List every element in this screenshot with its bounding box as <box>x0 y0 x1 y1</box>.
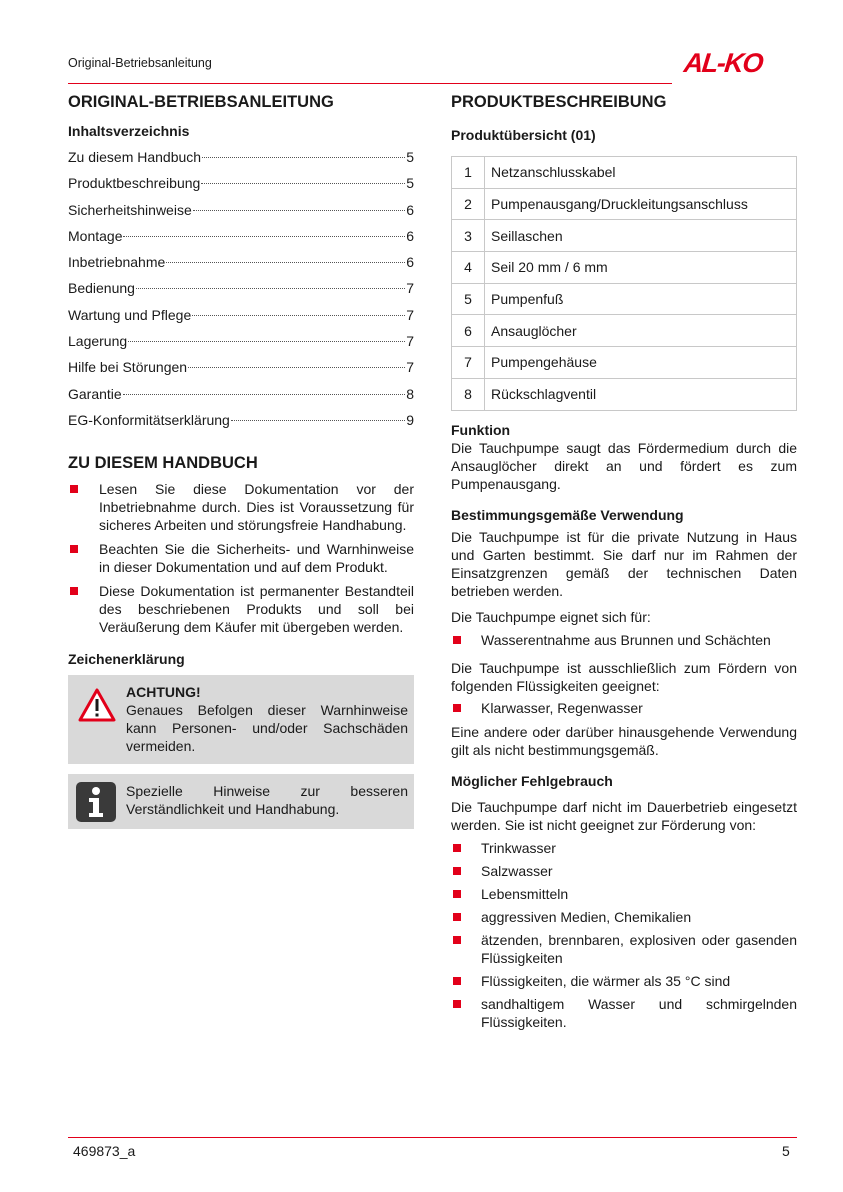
toc-entry[interactable] <box>68 227 414 253</box>
warning-notice <box>68 675 414 764</box>
list-item: Lebensmitteln <box>451 885 797 903</box>
overview-table <box>451 156 797 411</box>
intended-title: Bestimmungsgemäße Verwendung <box>451 506 684 523</box>
other-use-text: Eine andere oder darüber hinausgehende Verwendung gilt als nicht bestimmungsgemäß. <box>451 723 797 758</box>
page-number: 5 <box>782 1143 790 1159</box>
part-number: 8 <box>452 378 485 410</box>
part-number: 7 <box>452 347 485 379</box>
table-row <box>452 283 797 315</box>
header-title: Original-Betriebsanleitung <box>68 56 212 70</box>
toc-leader-dots <box>188 367 405 368</box>
part-number: 2 <box>452 188 485 220</box>
toc-entry[interactable] <box>68 253 414 279</box>
table-row <box>452 188 797 220</box>
function-text: Die Tauchpumpe saugt das Fördermedium durch die Ansauglöcher direkt an und fördert es zum Pumpenausgang. <box>451 439 797 492</box>
table-row <box>452 378 797 410</box>
toc-entry-label: Wartung und Pflege <box>68 306 192 323</box>
toc-entry-label: Garantie <box>68 385 122 402</box>
function-title: Funktion <box>451 421 511 438</box>
list-item: Diese Dokumentation ist permanenter Bestandteil des beschriebenen Produkts und soll bei Veräußerung dem Käufer mit übergeben werden. <box>68 582 414 636</box>
header-rule <box>68 83 672 84</box>
toc-leader-dots <box>202 157 405 158</box>
toc-entry[interactable] <box>68 174 414 200</box>
left-column <box>68 90 414 829</box>
list-item: Beachten Sie die Sicherheits- und Warnhinweise in dieser Dokumentation und auf dem Produkt. <box>68 540 414 576</box>
toc-entry-page: 6 <box>406 254 414 271</box>
toc-entry-label: Bedienung <box>68 280 135 297</box>
toc-leader-dots <box>192 315 405 316</box>
toc-leader-dots <box>123 236 405 237</box>
toc-entry-page: 6 <box>406 227 414 244</box>
suited-text: Die Tauchpumpe eignet sich für: <box>451 608 651 625</box>
exclusive-text: Die Tauchpumpe ist ausschließlich zum Fördern von folgenden Flüssigkeiten geeignet: <box>451 659 797 694</box>
toc-leader-dots <box>201 183 405 184</box>
part-label: Pumpengehäuse <box>485 347 797 379</box>
toc-entry-page: 7 <box>406 333 414 350</box>
table-row <box>452 220 797 252</box>
toc-entry-label: Sicherheitshinweise <box>68 201 192 218</box>
part-number: 4 <box>452 252 485 284</box>
table-row <box>452 347 797 379</box>
misuse-title: Möglicher Fehlgebrauch <box>451 772 613 789</box>
list-item: Lesen Sie diese Dokumentation vor der Inbetriebnahme durch. Dies ist Voraussetzung für sicheres Arbeiten und störungsfreie Handhabung. <box>68 480 414 534</box>
toc-leader-dots <box>193 210 405 211</box>
part-label: Seil 20 mm / 6 mm <box>485 252 797 284</box>
info-notice <box>68 774 414 829</box>
part-number: 5 <box>452 283 485 315</box>
warning-triangle-icon <box>77 687 117 723</box>
table-of-contents <box>68 148 414 437</box>
toc-entry-page: 7 <box>406 306 414 323</box>
toc-entry-page: 6 <box>406 201 414 218</box>
toc-leader-dots <box>136 288 405 289</box>
toc-entry-label: Montage <box>68 227 123 244</box>
toc-entry-page: 8 <box>406 385 414 402</box>
toc-entry[interactable] <box>68 411 414 437</box>
part-label: Netzanschlusskabel <box>485 157 797 189</box>
section-heading-product: PRODUKTBESCHREIBUNG <box>451 93 667 111</box>
list-item: Klarwasser, Regenwasser <box>451 699 797 717</box>
toc-title: Inhaltsverzeichnis <box>68 123 190 139</box>
toc-entry-page: 5 <box>406 175 414 192</box>
toc-entry-page: 5 <box>406 149 414 165</box>
toc-leader-dots <box>231 420 405 421</box>
toc-entry-label: Produktbeschreibung <box>68 175 201 192</box>
toc-entry[interactable] <box>68 201 414 227</box>
misuse-text: Die Tauchpumpe darf nicht im Dauerbetrieb eingesetzt werden. Sie ist nicht geeignet zur Förderung von: <box>451 798 797 833</box>
toc-entry[interactable] <box>68 385 414 411</box>
about-list <box>68 480 414 636</box>
al-ko-logo: AL-KO <box>682 48 764 78</box>
part-label: Rückschlagventil <box>485 378 797 410</box>
table-row <box>452 252 797 284</box>
part-label: Ansauglöcher <box>485 315 797 347</box>
toc-entry-label: Lagerung <box>68 333 128 350</box>
toc-entry-label: Hilfe bei Störungen <box>68 359 188 376</box>
toc-entry-page: 7 <box>406 359 414 376</box>
list-item: Trinkwasser <box>451 839 797 857</box>
list-item: Salzwasser <box>451 862 797 880</box>
list-item: Wasserentnahme aus Brunnen und Schächten <box>451 631 797 649</box>
toc-entry-page: 7 <box>406 280 414 297</box>
toc-entry[interactable] <box>68 306 414 332</box>
section-heading-about: ZU DIESEM HANDBUCH <box>68 454 258 473</box>
toc-entry[interactable] <box>68 279 414 305</box>
warning-text: Genaues Befolgen dieser Warnhinweise kann Personen- und/oder Sachschäden vermeiden. <box>126 702 408 755</box>
suited-list <box>451 631 797 649</box>
warning-title: ACHTUNG! <box>126 684 201 701</box>
part-label: Seillaschen <box>485 220 797 252</box>
toc-entry-page: 9 <box>406 411 414 428</box>
list-item: Flüssigkeiten, die wärmer als 35 °C sind <box>451 972 797 990</box>
part-number: 3 <box>452 220 485 252</box>
toc-leader-dots <box>128 341 405 342</box>
misuse-list <box>451 839 797 1031</box>
table-row <box>452 157 797 189</box>
intended-text: Die Tauchpumpe ist für die private Nutzung in Haus und Garten bestimmt. Sie darf nur im Rahmen der Einsatzgrenzen gemäß der technischen Daten betrieben werden. <box>451 528 797 599</box>
toc-entry-label: EG-Konformitätserklärung <box>68 411 230 428</box>
info-text: Spezielle Hinweise zur besseren Verständlichkeit und Handhabung. <box>126 783 408 818</box>
table-row <box>452 315 797 347</box>
section-heading-original: ORIGINAL-BETRIEBSANLEITUNG <box>68 93 334 111</box>
toc-entry[interactable] <box>68 358 414 384</box>
list-item: sandhaltigem Wasser und schmirgelnden Flüssigkeiten. <box>451 995 797 1031</box>
document-number: 469873_a <box>73 1143 136 1159</box>
toc-entry-label: Inbetriebnahme <box>68 254 166 271</box>
list-item: aggressiven Medien, Chemikalien <box>451 908 797 926</box>
toc-entry[interactable] <box>68 148 414 174</box>
toc-leader-dots <box>166 262 405 263</box>
part-number: 6 <box>452 315 485 347</box>
toc-leader-dots <box>123 394 406 395</box>
footer-rule <box>68 1137 797 1138</box>
overview-title: Produktübersicht (01) <box>451 127 596 143</box>
list-item: ätzenden, brennbaren, explosiven oder gasenden Flüssigkeiten <box>451 931 797 967</box>
part-label: Pumpenausgang/Druckleitungsanschluss <box>485 188 797 220</box>
part-number: 1 <box>452 157 485 189</box>
info-icon <box>76 782 116 822</box>
legend-title: Zeichenerklärung <box>68 651 185 668</box>
right-column <box>451 90 797 1031</box>
toc-entry-label: Zu diesem Handbuch <box>68 149 202 165</box>
toc-entry[interactable] <box>68 332 414 358</box>
exclusive-list <box>451 699 797 717</box>
part-label: Pumpenfuß <box>485 283 797 315</box>
